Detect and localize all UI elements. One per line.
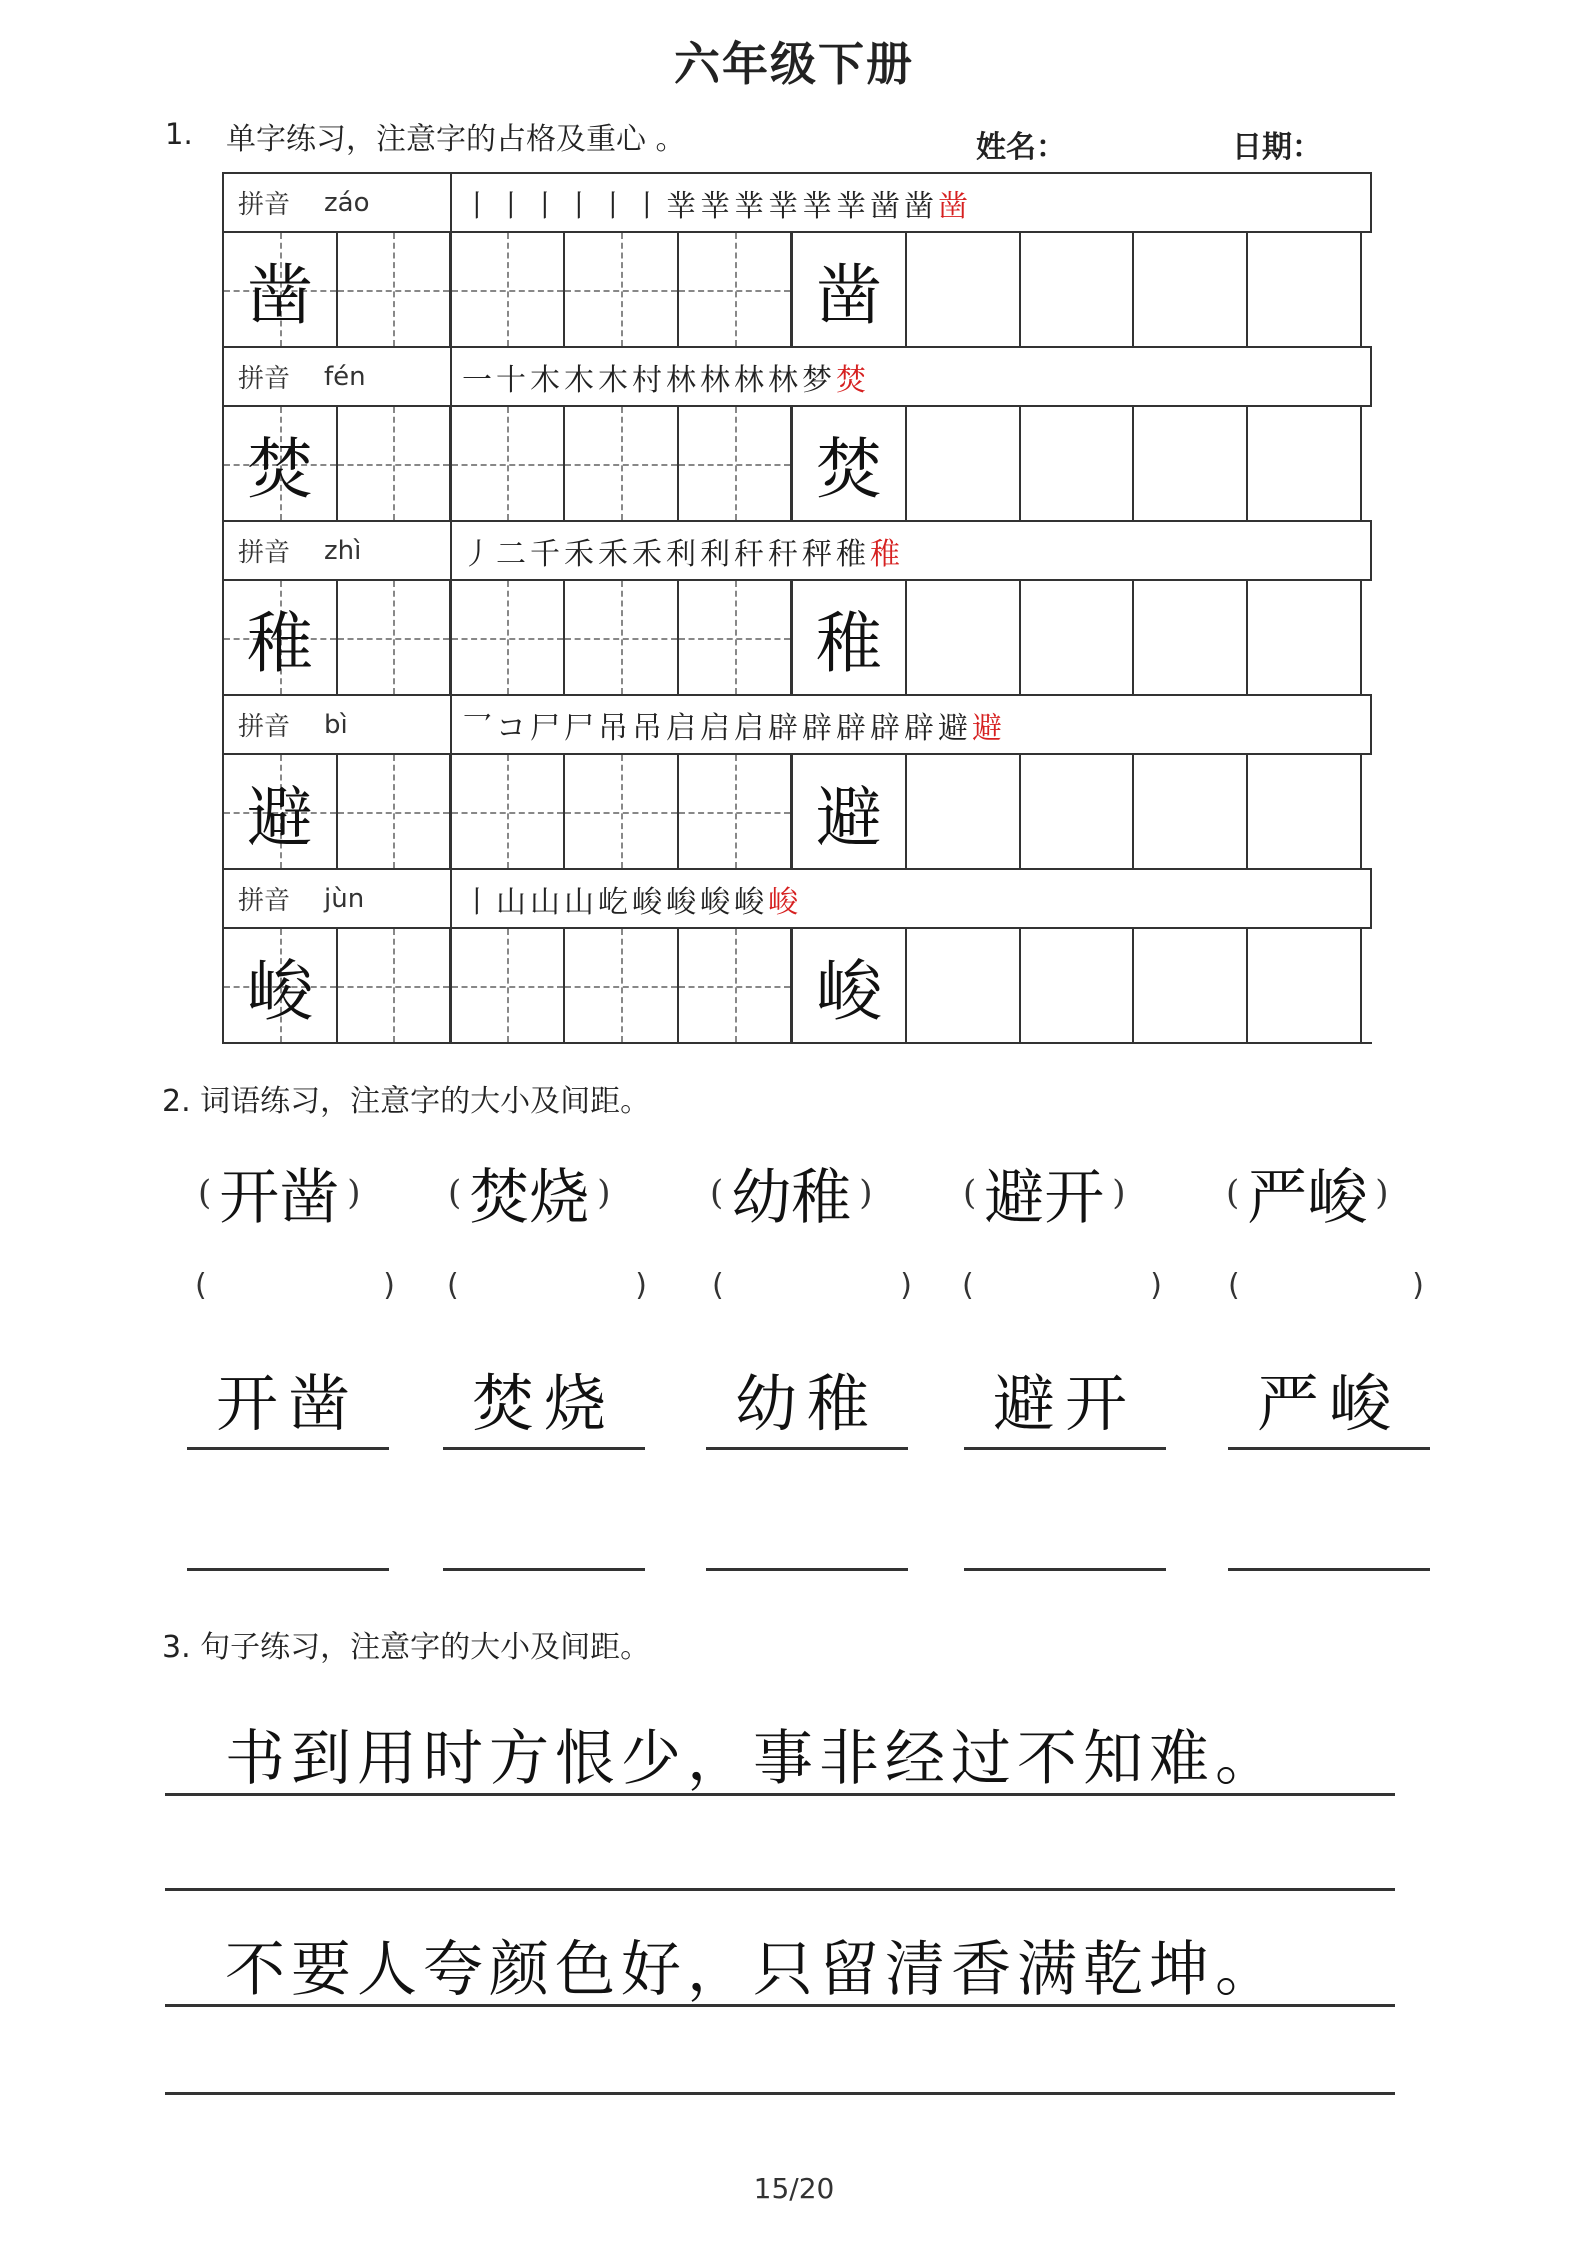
model-char: 避	[246, 779, 313, 856]
practice-cell[interactable]	[1021, 407, 1135, 520]
practice-cell[interactable]	[907, 755, 1021, 868]
char-block-4	[224, 696, 1372, 870]
blank-paren[interactable]	[447, 1268, 647, 1303]
model-char: 避	[815, 779, 882, 856]
trace-cell[interactable]	[338, 233, 452, 346]
word-text: 幼稚	[731, 1163, 852, 1233]
blank-writing-line[interactable]	[443, 1568, 645, 1571]
stroke-order	[452, 522, 1372, 579]
stroke-step: 尸	[564, 710, 598, 746]
word-text: 焚烧	[469, 1163, 590, 1233]
close-paren: )	[1375, 1173, 1389, 1213]
open-paren: (	[1226, 1173, 1240, 1213]
stroke-step: 丵	[768, 188, 802, 224]
stroke-step: 辟	[904, 710, 938, 746]
stroke-step: 丵	[734, 188, 768, 224]
close-paren: )	[635, 1268, 647, 1303]
writing-row	[224, 407, 1372, 522]
stroke-step: 十	[496, 362, 530, 398]
stroke-step: 丵	[802, 188, 836, 224]
stroke-step: 辟	[802, 710, 836, 746]
word-text: 避开	[984, 1163, 1105, 1233]
pinyin-row	[224, 348, 1372, 407]
practice-cell[interactable]	[1021, 929, 1135, 1042]
close-paren: )	[1150, 1268, 1162, 1303]
stroke-step: コ	[496, 710, 530, 746]
pinyin-value: zhì	[324, 535, 362, 566]
practice-cell[interactable]	[565, 755, 679, 868]
close-paren: )	[1112, 1173, 1126, 1213]
blank-sentence-line[interactable]	[165, 1888, 1395, 1891]
practice-cell[interactable]	[679, 233, 793, 346]
stroke-order	[452, 696, 1372, 753]
pinyin-row	[224, 174, 1372, 233]
practice-cell[interactable]	[679, 929, 793, 1042]
word-model	[440, 1150, 619, 1236]
stroke-step: 乛	[462, 710, 496, 746]
close-paren: )	[597, 1173, 611, 1213]
model-cell-2	[793, 929, 907, 1042]
stroke-step: 二	[496, 536, 530, 572]
pinyin-label: 拼音	[238, 712, 291, 742]
practice-cell[interactable]	[1021, 233, 1135, 346]
word-on-line: 避开	[964, 1370, 1166, 1450]
stroke-step: 一	[462, 362, 496, 398]
stroke-step: 丵	[700, 188, 734, 224]
model-cell-2	[793, 581, 907, 694]
blank-paren[interactable]	[962, 1268, 1162, 1303]
pinyin-label-cell	[224, 348, 452, 405]
stroke-step: 峻	[666, 884, 700, 920]
open-paren: (	[195, 1268, 207, 1303]
close-paren: )	[383, 1268, 395, 1303]
stroke-step: 丨	[462, 884, 496, 920]
trace-cell[interactable]	[338, 755, 452, 868]
pinyin-row	[224, 870, 1372, 929]
stroke-step: 丵	[836, 188, 870, 224]
writing-row	[224, 755, 1372, 870]
practice-cell[interactable]	[1134, 755, 1248, 868]
word-model-row	[0, 1150, 1588, 1233]
stroke-step: 稚	[870, 536, 904, 572]
close-paren: )	[859, 1173, 873, 1213]
stroke-step: 辟	[836, 710, 870, 746]
pinyin-value: jùn	[324, 883, 365, 914]
practice-cell[interactable]	[565, 581, 679, 694]
pinyin-value: bì	[324, 709, 348, 740]
blank-writing-line[interactable]	[187, 1568, 389, 1571]
practice-cell[interactable]	[1021, 581, 1135, 694]
model-sentence: 不要人夸颜色好，只留清香满乾坤。	[165, 1925, 1395, 2007]
practice-cell[interactable]	[452, 755, 566, 868]
stroke-step: 辟	[768, 710, 802, 746]
model-char: 峻	[246, 953, 313, 1030]
stroke-step: 林	[768, 362, 802, 398]
stroke-step: 山	[530, 884, 564, 920]
word-text: 严峻	[1247, 1163, 1368, 1233]
open-paren: (	[448, 1173, 462, 1213]
stroke-step: 山	[496, 884, 530, 920]
model-sentence: 书到用时方恨少，事非经过不知难。	[165, 1714, 1395, 1796]
practice-cell[interactable]	[452, 233, 566, 346]
practice-cell[interactable]	[679, 581, 793, 694]
practice-cell[interactable]	[565, 407, 679, 520]
practice-cell[interactable]	[565, 929, 679, 1042]
stroke-step: 利	[700, 536, 734, 572]
practice-cell[interactable]	[1248, 581, 1362, 694]
open-paren: (	[1228, 1268, 1240, 1303]
stroke-step: 山	[564, 884, 598, 920]
blank-writing-line[interactable]	[964, 1568, 1166, 1571]
pinyin-label: 拼音	[238, 190, 291, 220]
stroke-step: 木	[530, 362, 564, 398]
writing-row	[224, 581, 1372, 696]
stroke-step: 木	[598, 362, 632, 398]
practice-cell[interactable]	[907, 929, 1021, 1042]
practice-cell[interactable]	[907, 233, 1021, 346]
stroke-step: 村	[632, 362, 666, 398]
stroke-step: 凿	[904, 188, 938, 224]
word-on-line: 开凿	[187, 1370, 389, 1450]
model-char: 凿	[246, 257, 313, 334]
stroke-step: 秆	[768, 536, 802, 572]
stroke-step: 峻	[734, 884, 768, 920]
model-char: 焚	[815, 431, 882, 508]
practice-cell[interactable]	[452, 929, 566, 1042]
blank-paren[interactable]	[1228, 1268, 1424, 1303]
pinyin-label-cell	[224, 696, 452, 753]
pinyin-label-cell	[224, 870, 452, 927]
section1-number: 1.	[165, 117, 193, 151]
practice-cell[interactable]	[907, 407, 1021, 520]
section1-heading: 单字练习，注意字的占格及重心 。	[226, 122, 686, 157]
practice-cell[interactable]	[1134, 581, 1248, 694]
close-paren: )	[347, 1173, 361, 1213]
stroke-step: 秆	[734, 536, 768, 572]
word-model	[955, 1150, 1134, 1236]
pinyin-label: 拼音	[238, 886, 291, 916]
practice-cell[interactable]	[1134, 929, 1248, 1042]
model-cell	[224, 929, 338, 1042]
stroke-step: 禾	[632, 536, 666, 572]
model-char: 凿	[815, 257, 882, 334]
model-cell-2	[793, 233, 907, 346]
practice-cell[interactable]	[1134, 233, 1248, 346]
pinyin-label: 拼音	[238, 364, 291, 394]
word-on-line: 严峻	[1228, 1370, 1430, 1450]
stroke-order	[452, 870, 1372, 927]
stroke-step: 千	[530, 536, 564, 572]
blank-paren[interactable]	[712, 1268, 912, 1303]
open-paren: (	[712, 1268, 724, 1303]
stroke-step: 启	[734, 710, 768, 746]
page-number: 15/20	[753, 2172, 835, 2205]
char-block-2	[224, 348, 1372, 522]
model-cell-2	[793, 755, 907, 868]
stroke-step: 丨丨	[496, 188, 564, 224]
stroke-step: 丵	[666, 188, 700, 224]
open-paren: (	[447, 1268, 459, 1303]
trace-cell[interactable]	[338, 407, 452, 520]
model-char: 焚	[246, 431, 313, 508]
stroke-order	[452, 348, 1372, 405]
stroke-step: 禾	[598, 536, 632, 572]
writing-row	[224, 929, 1372, 1044]
practice-cell[interactable]	[1021, 755, 1135, 868]
word-on-line: 焚烧	[443, 1370, 645, 1450]
stroke-step: 峻	[768, 884, 802, 920]
stroke-step: 避	[938, 710, 972, 746]
model-cell	[224, 755, 338, 868]
word-model	[1218, 1150, 1397, 1236]
model-char: 稚	[246, 605, 313, 682]
stroke-step: 林	[700, 362, 734, 398]
stroke-step: 吊	[632, 710, 666, 746]
stroke-step: 峻	[700, 884, 734, 920]
stroke-step: 丿	[462, 536, 496, 572]
word-text: 开凿	[219, 1163, 340, 1233]
model-cell	[224, 233, 338, 346]
stroke-step: 吊	[598, 710, 632, 746]
practice-cell[interactable]	[1248, 233, 1362, 346]
character-practice-grid	[222, 172, 1372, 1044]
open-paren: (	[710, 1173, 724, 1213]
practice-cell[interactable]	[1248, 407, 1362, 520]
page-title: 六年级下册	[674, 37, 914, 91]
blank-writing-line[interactable]	[706, 1568, 908, 1571]
stroke-step: 秤	[802, 536, 836, 572]
section3-heading: 3. 句子练习，注意字的大小及间距。	[162, 1630, 651, 1665]
stroke-step: 凿	[938, 188, 972, 224]
practice-cell[interactable]	[679, 407, 793, 520]
stroke-order	[452, 174, 1372, 231]
stroke-step: 避	[972, 710, 1006, 746]
stroke-step: 梦	[802, 362, 836, 398]
word-model	[190, 1150, 369, 1236]
model-char: 稚	[815, 605, 882, 682]
model-cell	[224, 407, 338, 520]
stroke-step: 林	[666, 362, 700, 398]
pinyin-value: záo	[324, 187, 370, 218]
open-paren: (	[962, 1268, 974, 1303]
stroke-step: 丨丨丨	[564, 188, 666, 224]
stroke-step: 屹	[598, 884, 632, 920]
pinyin-label-cell	[224, 522, 452, 579]
pinyin-value: fén	[324, 361, 366, 392]
stroke-step: 峻	[632, 884, 666, 920]
word-blank-row	[0, 1268, 1588, 1318]
stroke-step: 稚	[836, 536, 870, 572]
trace-cell[interactable]	[338, 581, 452, 694]
date-label: 日期：	[1232, 130, 1322, 165]
blank-paren[interactable]	[195, 1268, 395, 1303]
stroke-step: 尸	[530, 710, 564, 746]
stroke-step: 凿	[870, 188, 904, 224]
stroke-step: 辟	[870, 710, 904, 746]
name-label: 姓名：	[976, 130, 1066, 165]
char-block-5	[224, 870, 1372, 1044]
word-model	[702, 1150, 881, 1236]
pinyin-row	[224, 696, 1372, 755]
stroke-step: 丨	[462, 188, 496, 224]
practice-cell[interactable]	[452, 407, 566, 520]
close-paren: )	[1412, 1268, 1424, 1303]
writing-row	[224, 233, 1372, 348]
open-paren: (	[198, 1173, 212, 1213]
model-cell	[224, 581, 338, 694]
pinyin-label: 拼音	[238, 538, 291, 568]
practice-cell[interactable]	[1248, 755, 1362, 868]
char-block-1	[224, 174, 1372, 348]
section2-heading: 2. 词语练习，注意字的大小及间距。	[162, 1084, 651, 1119]
practice-cell[interactable]	[565, 233, 679, 346]
blank-writing-line[interactable]	[1228, 1568, 1430, 1571]
word-on-line: 幼稚	[706, 1370, 908, 1450]
stroke-step: 焚	[836, 362, 870, 398]
model-cell-2	[793, 407, 907, 520]
char-block-3	[224, 522, 1372, 696]
stroke-step: 启	[700, 710, 734, 746]
stroke-step: 林	[734, 362, 768, 398]
open-paren: (	[963, 1173, 977, 1213]
pinyin-label-cell	[224, 174, 452, 231]
close-paren: )	[900, 1268, 912, 1303]
model-char: 峻	[815, 953, 882, 1030]
practice-cell[interactable]	[679, 755, 793, 868]
practice-cell[interactable]	[1134, 407, 1248, 520]
stroke-step: 木	[564, 362, 598, 398]
stroke-step: 启	[666, 710, 700, 746]
stroke-step: 利	[666, 536, 700, 572]
pinyin-row	[224, 522, 1372, 581]
stroke-step: 禾	[564, 536, 598, 572]
trace-cell[interactable]	[338, 929, 452, 1042]
practice-cell[interactable]	[1248, 929, 1362, 1042]
practice-cell[interactable]	[907, 581, 1021, 694]
blank-sentence-line[interactable]	[165, 2092, 1395, 2095]
practice-cell[interactable]	[452, 581, 566, 694]
